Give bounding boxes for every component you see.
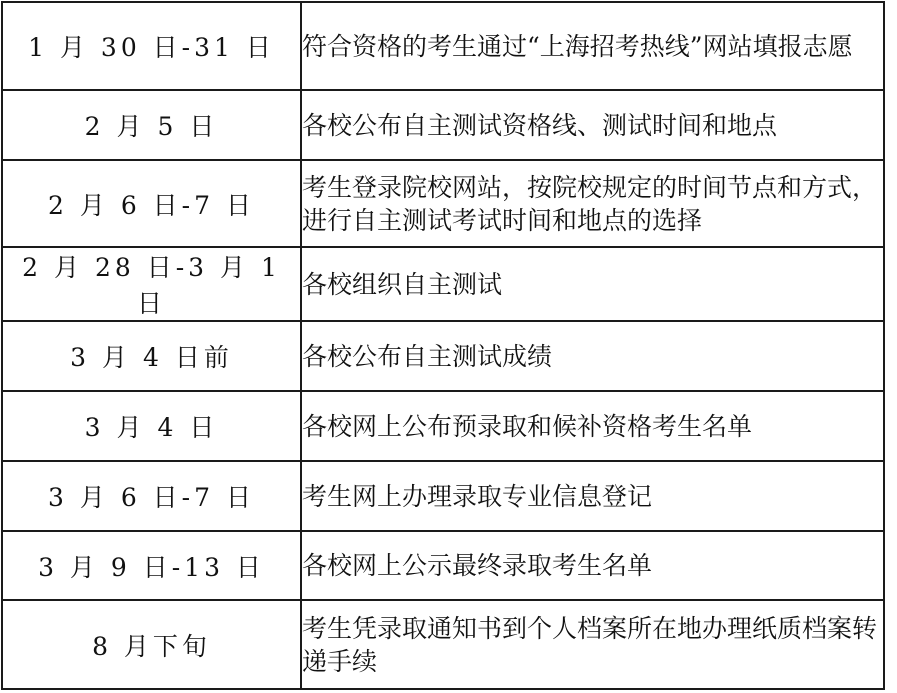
event-cell: 符合资格的考生通过“上海招考热线”网站填报志愿 bbox=[301, 2, 884, 90]
date-cell: 2 月 28 日-3 月 1 日 bbox=[2, 247, 301, 321]
date-cell: 3 月 9 日-13 日 bbox=[2, 531, 301, 600]
event-cell: 考生凭录取通知书到个人档案所在地办理纸质档案转递手续 bbox=[301, 600, 884, 689]
table-row bbox=[2, 531, 884, 600]
table-row bbox=[2, 391, 884, 461]
table-row bbox=[2, 600, 884, 689]
table-row bbox=[2, 247, 884, 321]
table-row bbox=[2, 160, 884, 247]
event-cell: 各校公布自主测试资格线、测试时间和地点 bbox=[301, 90, 884, 160]
date-cell: 3 月 6 日-7 日 bbox=[2, 461, 301, 531]
date-cell: 3 月 4 日前 bbox=[2, 321, 301, 391]
table-row bbox=[2, 461, 884, 531]
date-cell: 8 月下旬 bbox=[2, 600, 301, 689]
table-row bbox=[2, 90, 884, 160]
event-cell: 各校网上公示最终录取考生名单 bbox=[301, 531, 884, 600]
date-cell: 2 月 5 日 bbox=[2, 90, 301, 160]
event-cell: 各校网上公布预录取和候补资格考生名单 bbox=[301, 391, 884, 461]
date-cell: 2 月 6 日-7 日 bbox=[2, 160, 301, 247]
table-row bbox=[2, 2, 884, 90]
date-cell: 1 月 30 日-31 日 bbox=[2, 2, 301, 90]
event-cell: 考生网上办理录取专业信息登记 bbox=[301, 461, 884, 531]
table-row bbox=[2, 321, 884, 391]
event-cell: 考生登录院校网站，按院校规定的时间节点和方式，进行自主测试考试时间和地点的选择 bbox=[301, 160, 884, 247]
event-cell: 各校组织自主测试 bbox=[301, 247, 884, 321]
event-cell: 各校公布自主测试成绩 bbox=[301, 321, 884, 391]
schedule-table bbox=[1, 1, 885, 690]
date-cell: 3 月 4 日 bbox=[2, 391, 301, 461]
